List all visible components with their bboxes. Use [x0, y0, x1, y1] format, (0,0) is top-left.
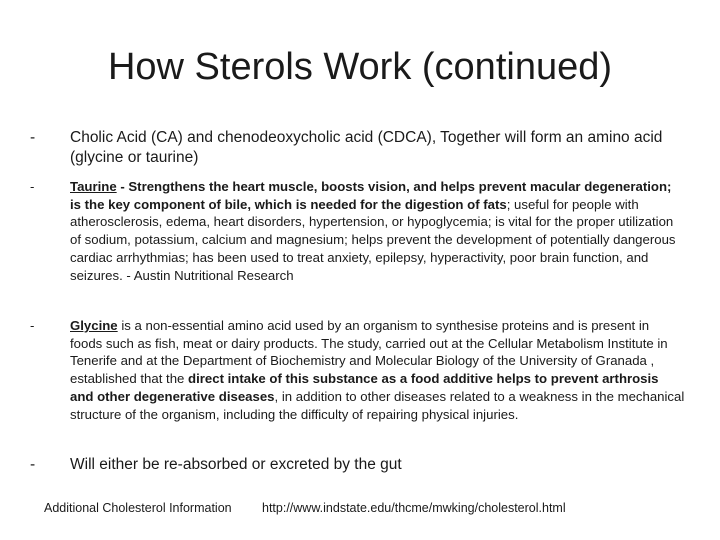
slide-title: How Sterols Work (continued): [107, 46, 613, 88]
glycine-bold-mid: direct intake of this substance as a food additive helps to prevent arthrosis and other degenerative diseases: [70, 371, 659, 404]
footer-caption: Additional Cholesterol Information: [44, 501, 232, 515]
bullet-content: [70, 178, 685, 284]
footer-url-link[interactable]: http://www.indstate.edu/thcme/mwking/cholesterol.html: [262, 501, 566, 515]
taurine-bold-lead: - Strengthens the heart muscle, boosts vision, and helps prevent macular degeneration; is the key component of bile, which is needed for the digestion of fats: [70, 179, 672, 212]
term-glycine: Glycine: [70, 318, 118, 333]
term-taurine: Taurine: [70, 179, 117, 194]
bullet-marker: -: [30, 129, 36, 146]
bullet-marker: -: [30, 318, 35, 333]
glycine-text-b: , in addition to other diseases related to a weakness in the mechanical structure of the organism, including the difficulty of repairing physical injuries.: [70, 388, 685, 422]
bullet-text: Cholic Acid (CA) and chenodeoxycholic acid (CDCA), Together will form an amino acid (glycine or taurine): [70, 129, 663, 166]
bullet-text: Will either be re-absorbed or excreted by the gut: [70, 456, 402, 473]
bullet-marker: -: [30, 456, 36, 473]
taurine-text: ; useful for people with atherosclerosis, edema, heart disorders, hypertension, or hypoglycemia; is vital for the proper utilization of sodium, potassium, calcium and magnesium; helps prevent the development of potentially dangerous cardiac arrhythmias; has been used to treat anxiety, epilepsy, hyperactivity, poor brain function, and seizures. - Austin Nutritional Research: [70, 196, 676, 283]
bullet-marker: -: [30, 179, 35, 194]
glycine-text-a: is a non-essential amino acid used by an organism to synthesise proteins and is present in foods such as fish, meat or dairy products. The study, carried out at the Cellular Metabolism Institute in Tenerife and at the Department of Biochemistry and Molecular Biology of the University of Granada , established that the: [70, 318, 668, 387]
bullet-content: [70, 317, 685, 423]
